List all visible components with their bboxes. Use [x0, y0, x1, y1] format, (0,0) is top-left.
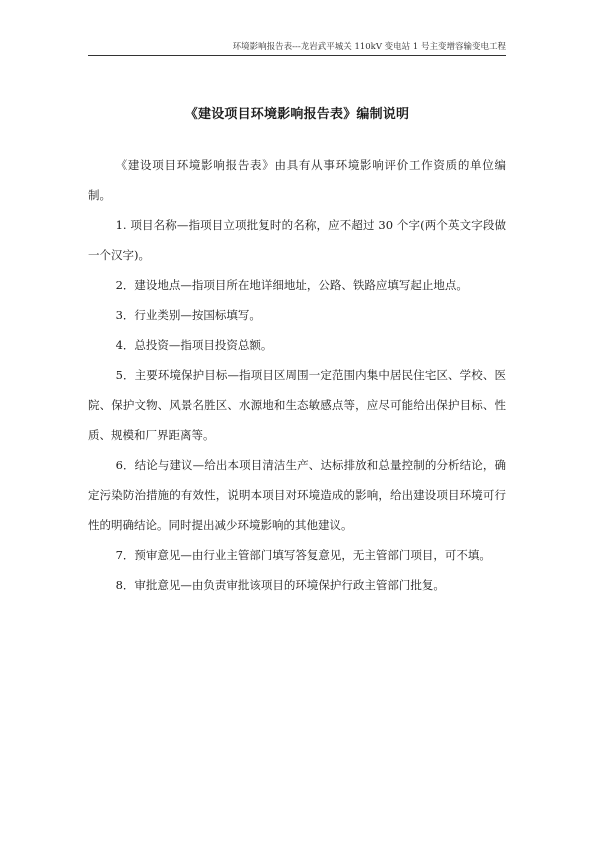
item-protection-targets: 5．主要环境保护目标—指项目区周围一定范围内集中居民住宅区、学校、医院、保护文物、风景名胜区、水源地和生态敏感点等，应尽可能给出保护目标、性质、规模和厂界距离等。: [88, 368, 506, 442]
item-industry-category: 3．行业类别—按国标填写。: [115, 308, 261, 322]
item-approval-opinion: 8．审批意见—由负责审批该项目的环境保护行政主管部门批复。: [115, 578, 445, 592]
intro-paragraph: 《建设项目环境影响报告表》由具有从事环境影响评价工作资质的单位编制。: [88, 158, 506, 202]
item-project-name: 1. 项目名称—指项目立项批复时的名称，应不超过 30 个字(两个英文字段做一个汉字)。: [88, 218, 506, 262]
item-total-investment: 4．总投资—指项目投资总额。: [115, 338, 273, 352]
document-title: 《建设项目环境影响报告表》编制说明: [184, 107, 410, 122]
document-body: [88, 150, 506, 600]
item-conclusions: 6．结论与建议—给出本项目清洁生产、达标排放和总量控制的分析结论，确定污染防治措施的有效性，说明本项目对环境造成的影响，给出建设项目环境可行性的明确结论。同时提出减少环境影响的其他建议。: [88, 458, 506, 532]
item-preliminary-review: 7．预审意见—由行业主管部门填写答复意见，无主管部门项目，可不填。: [115, 548, 491, 562]
item-construction-site: 2．建设地点—指项目所在地详细地址，公路、铁路应填写起止地点。: [115, 278, 468, 292]
page-header: 环境影响报告表---龙岩武平城关 110kV 变电站 1 号主变增容输变电工程: [88, 40, 506, 56]
